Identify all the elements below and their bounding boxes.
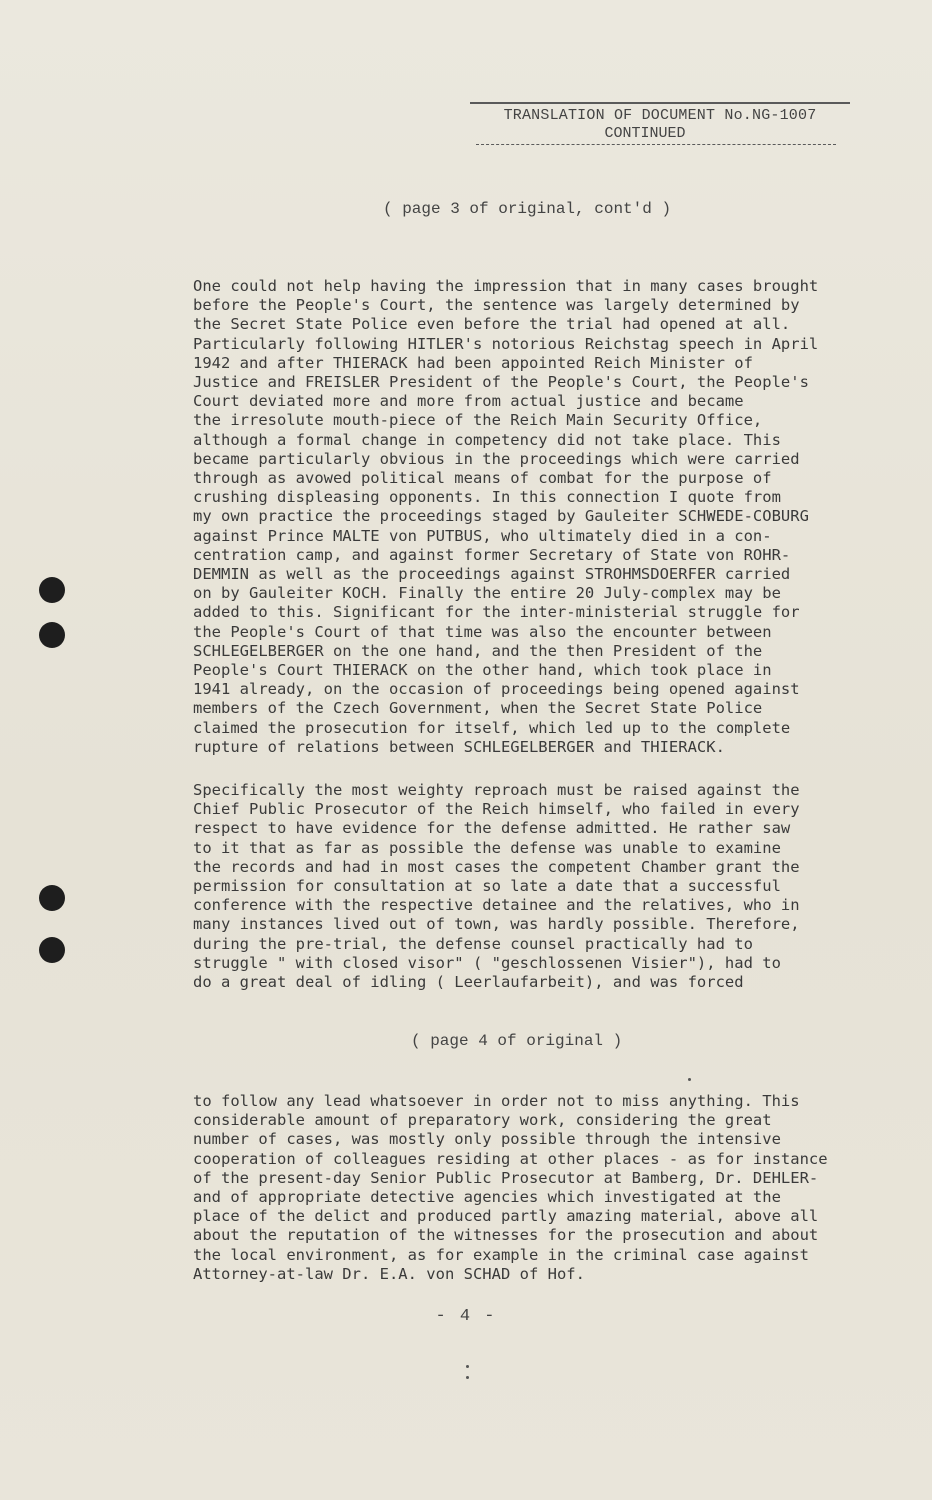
- paragraph-3: to follow any lead whatsoever in order not to miss anything. This considerable amount of preparatory work, considering the great number of cases, was mostly only possible through the intensive cooperation of colleagues residing at other places - as for instance of the present-day Senior Public Prosecutor at Bamberg, Dr. DEHLER- and of appropriate detective agencies which investigated at the place of the delict and produced partly amazing material, above all about the reputation of the witnesses for the prosecution and about the local environment, as for example in the criminal case against Attorney-at-law Dr. E.A. von SCHAD of Hof.: [193, 1092, 828, 1283]
- paper-speck: [688, 1078, 691, 1081]
- document-header: [470, 102, 850, 145]
- paragraph-2: Specifically the most weighty reproach must be raised against the Chief Public Prosecutor of the Reich himself, who failed in every respect to have evidence for the defense admitted. He rather saw to it that as far as possible the defense was unable to examine the records and had in most cases the competent Chamber grant the permission for consultation at so late a date that a successful conference with the respective detainee and the relatives, who in many instances lived out of town, was hardly possible. Therefore, during the pre-trial, the defense counsel practically had to struggle " with closed visor" ( "geschlossenen Visier"), had to do a great deal of idling ( Leerlaufarbeit), and was forced: [193, 781, 800, 992]
- paper-speck: [466, 1376, 469, 1379]
- page-number: - 4 -: [435, 1307, 497, 1326]
- document-title: TRANSLATION OF DOCUMENT No.NG-1007: [503, 107, 817, 124]
- page-4-marker: ( page 4 of original ): [411, 1032, 623, 1050]
- paper-speck: [466, 1365, 469, 1368]
- punch-hole-2: [39, 622, 65, 648]
- punch-hole-3: [39, 885, 65, 911]
- punch-hole-4: [39, 937, 65, 963]
- punch-hole-1: [39, 577, 65, 603]
- page-3-marker: ( page 3 of original, cont'd ): [383, 200, 672, 218]
- paragraph-1: One could not help having the impression that in many cases brought before the People's Court, the sentence was largely determined by the Secret State Police even before the trial had opened at all. Particularly following HITLER's notorious Reichstag speech in April 1942 and after THIERACK had been appointed Reich Minister of Justice and FREISLER President of the People's Court, the People's Court deviated more and more from actual justice and became the irresolute mouth-piece of the Reich Main Security Office, although a formal change in competency did not take place. This became particularly obvious in the proceedings which were carried through as avowed political means of combat for the purpose of crushing displeasing opponents. In this connection I quote from my own practice the proceedings staged by Gauleiter SCHWEDE-COBURG against Prince MALTE von PUTBUS, who ultimately died in a con- centration camp, and against former Secretary of State von ROHR- DEMMIN as well as the proceedings against STROHMSDOERFER carried on by Gauleiter KOCH. Finally the entire 20 July-complex may be added to this. Significant for the inter-ministerial struggle for the People's Court of that time was also the encounter between SCHLEGELBERGER on the one hand, and the then President of the People's Court THIERACK on the other hand, which took place in 1941 already, on the occasion of proceedings being opened against members of the Czech Government, when the Secret State Police claimed the prosecution for itself, which led up to the complete rupture of relations between SCHLEGELBERGER and THIERACK.: [193, 277, 819, 756]
- header-top-rule: [470, 102, 850, 104]
- header-bottom-rule: [476, 144, 836, 145]
- document-subtitle: CONTINUED: [604, 125, 686, 142]
